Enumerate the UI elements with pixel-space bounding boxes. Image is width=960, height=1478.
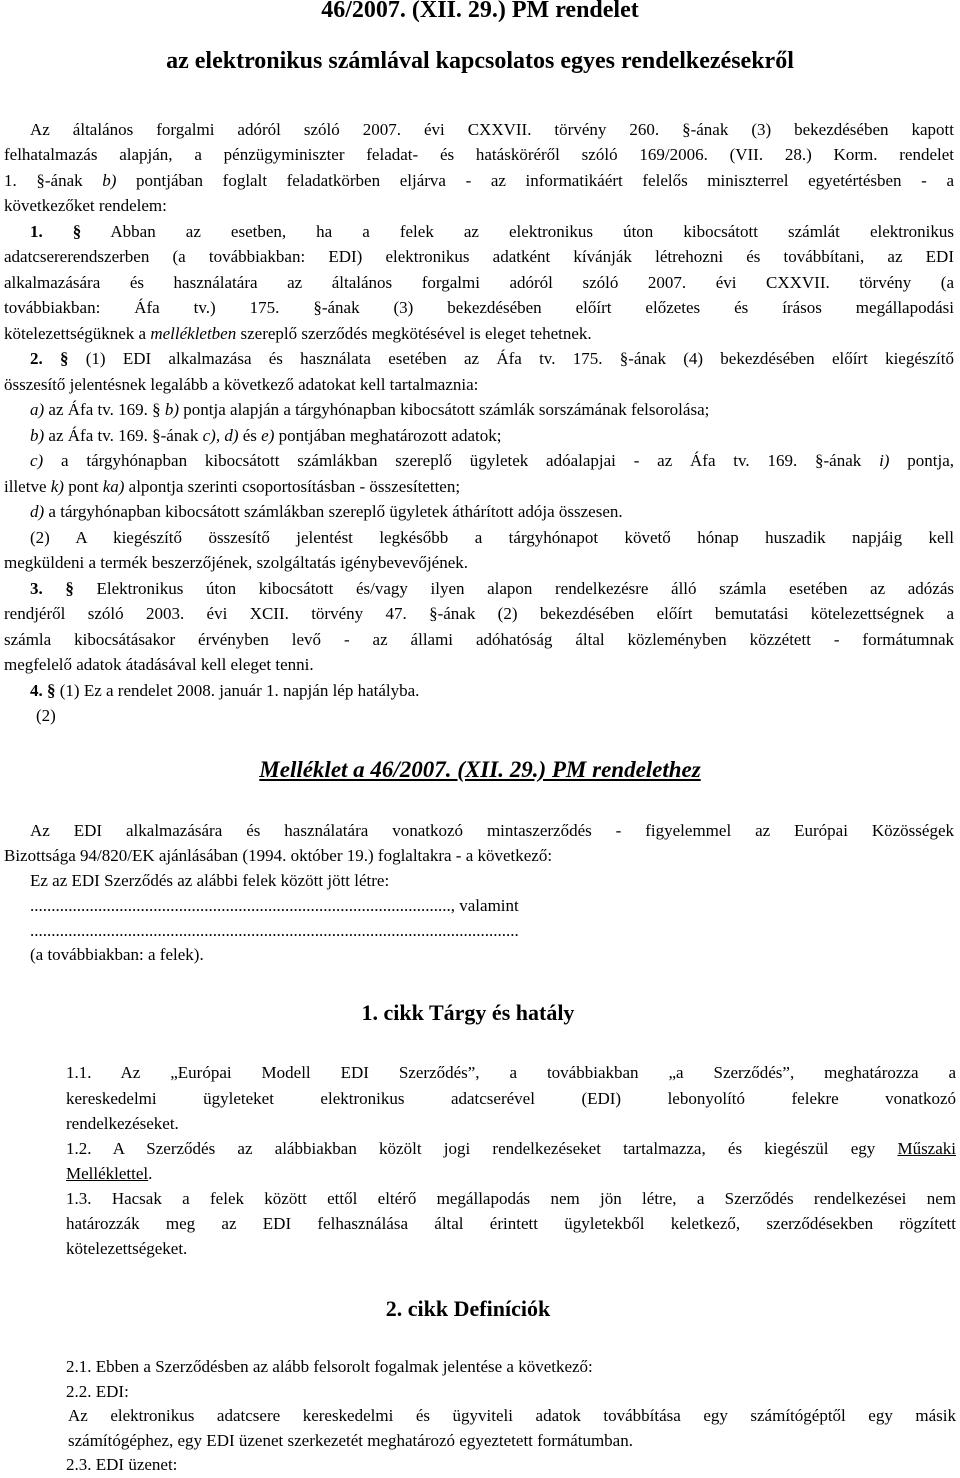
text-run: Műszaki xyxy=(897,1139,956,1158)
section-number: 1. § xyxy=(30,222,82,241)
section-number: 3. § xyxy=(30,579,74,598)
article-1-line xyxy=(66,1163,152,1185)
section-3-line: megfelelő adatok átadásával kell eleget tenni. xyxy=(4,655,314,674)
text-run: b) xyxy=(164,400,180,419)
text-run: és xyxy=(238,426,262,445)
section-2-line: (2) A kiegészítő összesítő jelentést legkésőbb a tárgyhónapot követő hónap huszadik napjáig kell xyxy=(30,528,954,547)
text-run: Elektronikus úton kibocsátott és/vagy ilyen alapon rendelkezésre álló számla esetében az adózás xyxy=(73,579,955,598)
text-run: szereplő szerződés megkötésével is eleget tehetnek. xyxy=(236,324,592,343)
text-run: ka) xyxy=(102,477,125,496)
section-3-line xyxy=(30,578,954,600)
text-run: a) xyxy=(30,400,45,419)
text-run: a tárgyhónapban kibocsátott számlákban szereplő ügyletek áthárított adója összesen. xyxy=(44,502,623,521)
text-run: pontja alapján a tárgyhónapban kibocsátott számlák sorszámának felsorolása; xyxy=(179,400,710,419)
preamble-line: Az általános forgalmi adóról szóló 2007. évi CXXVII. törvény 260. §-ának (3) bekezdésében kapott xyxy=(30,120,954,139)
article-2-line: számítógéphez, egy EDI üzenet szerkezetét meghatározó egyeztetett formátumban. xyxy=(68,1431,633,1450)
article-1-line: 1.3. Hacsak a felek között ettől eltérő megállapodás nem jön létre, a Szerződés rendelkezései nem xyxy=(66,1189,956,1208)
section-1-line xyxy=(30,221,954,243)
text-run: i) xyxy=(879,451,890,470)
article-1-line xyxy=(66,1138,956,1160)
section-4-line xyxy=(30,680,419,702)
list-item xyxy=(30,399,709,421)
section-number: 4. § xyxy=(30,681,56,700)
text-run: c) xyxy=(30,451,44,470)
text-run: mellékletben xyxy=(150,324,237,343)
article-1-line: kereskedelmi ügyleteket elektronikus adatcserével (EDI) lebonyolító felekre vonatkozó xyxy=(66,1089,956,1108)
text-run: illetve xyxy=(4,477,51,496)
text-run: a tárgyhónapban kibocsátott számlákban szereplő ügyletek adóalapjai - az Áfa tv. 169. §-ának xyxy=(43,451,880,470)
preamble-line: felhatalmazás alapján, a pénzügyminiszter feladat- és hatásköréről szóló 169/2006. (VII. 28.) Korm. rendelet xyxy=(4,145,954,164)
preamble-line xyxy=(4,170,954,192)
section-2-line: összesítő jelentésnek legalább a következő adatokat kell tartalmaznia: xyxy=(4,375,479,394)
section-2-line: megküldeni a termék beszerzőjének, szolgáltatás igénybevevőjének. xyxy=(4,553,469,572)
text-run: kötelezettségüknek a xyxy=(4,324,151,343)
section-2-line xyxy=(30,348,954,370)
text-run: . xyxy=(148,1164,153,1183)
regulation-number-title: 46/2007. (XII. 29.) PM rendelet xyxy=(321,0,639,23)
section-1-line: továbbiakban: Áfa tv.) 175. §-ának (3) bekezdésében előírt előzetes és írásos megállapodási xyxy=(4,298,954,317)
list-item xyxy=(30,450,954,472)
article-2-line: 2.3. EDI üzenet: xyxy=(66,1455,178,1474)
text-run: 1.2. A Szerződés az alábbiakban közölt jogi rendelkezéseket tartalmazza, és kiegészül egy xyxy=(66,1139,898,1158)
article-2-line: 2.1. Ebben a Szerződésben az alább felsorolt fogalmak jelentése a következő: xyxy=(66,1357,593,1376)
article-2-line: 2.2. EDI: xyxy=(66,1382,129,1401)
text-run: b) xyxy=(102,171,117,190)
article-2-title: 2. cikk Definíciók xyxy=(385,1296,551,1321)
section-3-line: számla kibocsátásakor érvényben levő - az állami adóhatóság által közleményben közzétett - formátumnak xyxy=(4,630,954,649)
text-run: e) xyxy=(261,426,275,445)
text-run: (1) Ez a rendelet 2008. január 1. napján lép hatályba. xyxy=(55,681,420,700)
text-run: b) xyxy=(30,426,45,445)
text-run: Melléklettel xyxy=(66,1164,149,1183)
article-1-line: rendelkezéseket. xyxy=(66,1114,179,1133)
section-1-line: adatcsererendszerben (a továbbiakban: EDI) elektronikus adatként kívánják létrehozni és továbbítani, az EDI xyxy=(4,247,954,266)
text-run: Abban az esetben, ha a felek az elektronikus úton kibocsátott számlát elektronikus xyxy=(81,222,954,241)
article-2-line: Az elektronikus adatcsere kereskedelmi és ügyviteli adatok továbbítása egy számítógéptől egy másik xyxy=(68,1406,956,1425)
section-3-line: rendjéről szóló 2003. évi XCII. törvény 47. §-ának (2) bekezdésében előírt bemutatási kötelezettségnek a xyxy=(4,604,954,623)
annex-title: Melléklet a 46/2007. (XII. 29.) PM rendelethez xyxy=(259,757,701,782)
text-run: pontjában foglalt feladatkörben eljárva - az informatikáért felelős miniszterrel egyetértésben - a xyxy=(116,171,954,190)
list-item xyxy=(30,501,623,523)
text-run: pont xyxy=(63,477,103,496)
annex-intro-line: Bizottsága 94/820/EK ajánlásában (1994. október 19.) foglaltakra - a következő: xyxy=(4,846,553,865)
text-run: pontjában meghatározott adatok; xyxy=(274,426,502,445)
annex-parties-line: Ez az EDI Szerződés az alábbi felek között jött létre: xyxy=(30,871,390,890)
annex-parties-line: ..................................................................................................., valamint xyxy=(30,896,519,915)
text-run: az Áfa tv. 169. §-ának xyxy=(44,426,203,445)
text-run: k) xyxy=(50,477,64,496)
section-4-line: (2) xyxy=(36,706,56,725)
annex-parties-line: (a továbbiakban: a felek). xyxy=(30,945,204,964)
article-1-line: kötelezettségeket. xyxy=(66,1239,188,1258)
list-item-continuation xyxy=(4,476,460,498)
section-1-line: alkalmazására és használatára az általános forgalmi adóról szóló 2007. évi CXXVII. törvény (a xyxy=(4,273,954,292)
text-run: 1. §-ának xyxy=(4,171,103,190)
preamble-line: következőket rendelem: xyxy=(4,196,167,215)
regulation-subject-title: az elektronikus számlával kapcsolatos egyes rendelkezésekről xyxy=(166,48,794,74)
article-1-line: határozzák meg az EDI felhasználása által érintett ügyletekből keletkező, szerződésekben rögzített xyxy=(66,1214,956,1233)
text-run: az Áfa tv. 169. § xyxy=(44,400,165,419)
list-item xyxy=(30,425,501,447)
article-1-title: 1. cikk Tárgy és hatály xyxy=(361,1000,575,1025)
article-1-line: 1.1. Az „Európai Modell EDI Szerződés”, a továbbiakban „a Szerződés”, meghatározza a xyxy=(66,1063,956,1082)
text-run: c), d) xyxy=(202,426,239,445)
section-number: 2. § xyxy=(30,349,69,368)
text-run: alpontja szerinti csoportosításban - összesítetten; xyxy=(124,477,461,496)
text-run: pontja, xyxy=(889,451,955,470)
text-run: (1) EDI alkalmazása és használata esetében az Áfa tv. 175. §-ának (4) bekezdésében előírt kiegészítő xyxy=(68,349,954,368)
text-run: d) xyxy=(30,502,45,521)
annex-intro-line: Az EDI alkalmazására és használatára vonatkozó mintaszerződés - figyelemmel az Európai Közösségek xyxy=(30,821,954,840)
section-1-line xyxy=(4,323,592,345)
annex-parties-line: ................................................................................................................... xyxy=(30,921,519,940)
